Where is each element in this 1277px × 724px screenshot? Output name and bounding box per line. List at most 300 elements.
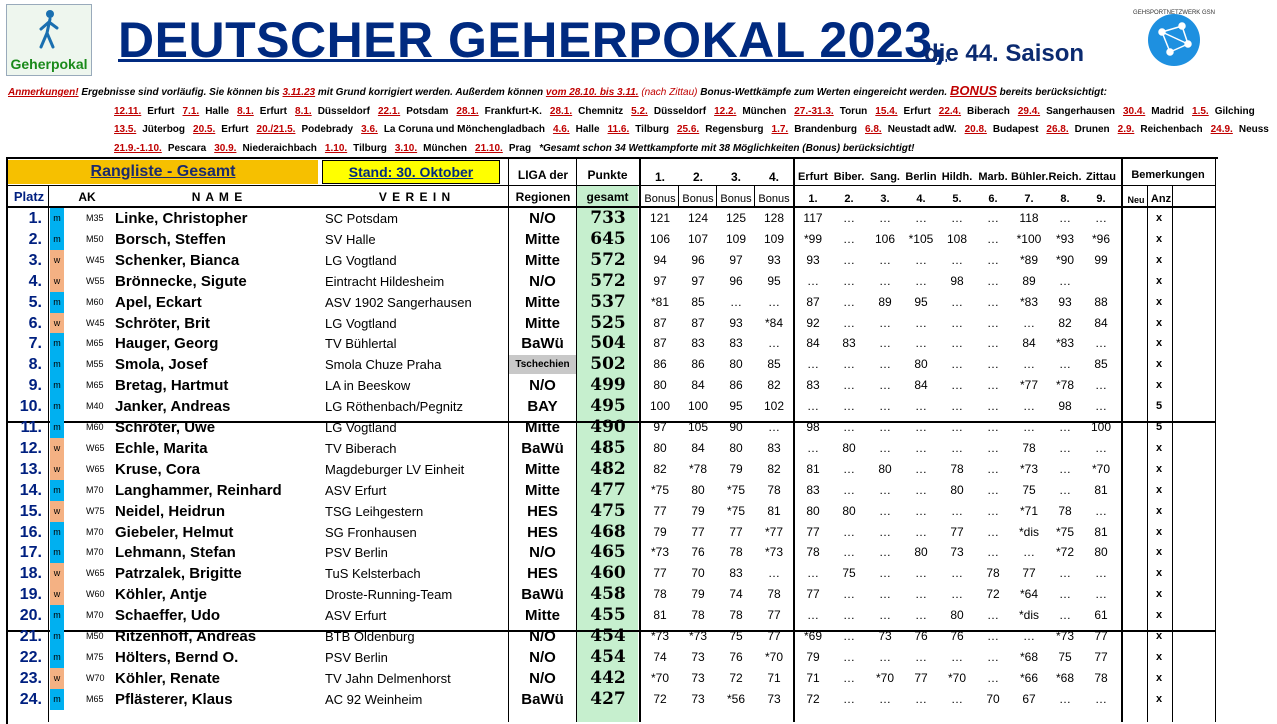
liga-region: Tschechien — [509, 355, 576, 374]
liga-region: HES — [527, 502, 558, 520]
liga-region: N/O — [529, 544, 556, 562]
athlete-name: Hauger, Georg — [115, 335, 219, 353]
bonus-score: 109 — [725, 231, 747, 246]
liga-region: Mitte — [525, 293, 560, 311]
deadline-date: 3.11.23 — [282, 87, 316, 98]
table-row — [0, 647, 1220, 668]
bonus-score: 102 — [763, 399, 785, 414]
wettkampf-score: … — [1059, 211, 1071, 225]
bonus-score: 121 — [649, 211, 671, 225]
wettkampf-score: … — [879, 420, 891, 434]
event-place: La Coruna und Mönchengladbach — [383, 124, 545, 135]
age-class: M40 — [86, 401, 104, 412]
wettkampf-col-number: 7. — [1024, 193, 1034, 205]
total-points: 465 — [590, 542, 626, 563]
athlete-name: Köhler, Renate — [115, 669, 221, 687]
bonus-events-line-1 — [8, 103, 1255, 122]
bonus-score: 80 — [653, 440, 667, 455]
wettkampf-score: … — [843, 587, 855, 602]
bonus-score: 83 — [729, 336, 743, 351]
wettkampf-col-name: Reich. — [1048, 171, 1082, 183]
verein-header: V E R E I N — [378, 190, 452, 204]
bonus-score: 125 — [725, 211, 747, 225]
total-points: 482 — [590, 458, 626, 479]
wettkampf-col-number: 1. — [808, 193, 818, 205]
bonus-score: *73 — [764, 545, 784, 560]
club-name: AC 92 Weinheim — [325, 691, 423, 707]
event-place: Reichenbach — [1140, 124, 1203, 135]
wettkampf-score: … — [915, 315, 927, 330]
total-points: 537 — [590, 291, 626, 312]
bonus-score: 80 — [729, 440, 743, 455]
bonus-score: 79 — [653, 524, 667, 539]
wettkampf-score: … — [951, 378, 963, 393]
bonus-score: 97 — [691, 273, 705, 288]
event-date: 26.8. — [1046, 124, 1069, 135]
grid-line — [754, 185, 755, 206]
bonus-score: 77 — [653, 566, 667, 581]
wettkampf-score: … — [915, 649, 927, 664]
total-points: 499 — [590, 375, 626, 396]
event-place: Düsseldorf — [317, 105, 370, 117]
event-place: Tilburg — [635, 124, 669, 135]
wettkampf-score: … — [1059, 608, 1071, 623]
count-mark: x — [1155, 316, 1163, 329]
wettkampf-score: … — [987, 252, 999, 267]
event-date: 3.10. — [394, 142, 418, 154]
season-subtitle: die 44. Saison — [924, 40, 1085, 67]
wettkampf-score: … — [843, 252, 855, 267]
wettkampf-score: 106 — [874, 231, 896, 246]
wettkampf-score: *70 — [875, 670, 895, 685]
wettkampf-score: … — [1095, 503, 1107, 518]
count-mark: x — [1155, 504, 1163, 517]
bonus-score: *77 — [764, 524, 784, 539]
wettkampf-score: … — [951, 294, 963, 309]
event-place: Tilburg — [353, 142, 387, 154]
rank: 22. — [19, 648, 42, 666]
athlete-name: Kruse, Cora — [115, 460, 201, 478]
wettkampf-score: 70 — [986, 691, 1000, 706]
bonus-score: 93 — [729, 315, 743, 330]
rangliste-label: Rangliste - Gesamt — [8, 160, 318, 184]
gesamt-header: gesamt — [586, 190, 629, 204]
table-row — [0, 522, 1220, 543]
bonus-score: 77 — [767, 608, 781, 623]
total-points: 733 — [590, 208, 626, 228]
table-row — [0, 354, 1220, 375]
wettkampf-score: … — [1095, 378, 1107, 393]
wettkampf-score: 72 — [986, 587, 1000, 602]
table-row — [0, 459, 1220, 480]
wettkampf-score: … — [987, 231, 999, 246]
wettkampf-score: *105 — [908, 231, 934, 246]
wettkampf-score: … — [951, 357, 963, 372]
wettkampf-score: 98 — [806, 420, 820, 434]
bonus-score: 71 — [767, 670, 781, 685]
age-class: W60 — [86, 589, 105, 600]
event-place: Regensburg — [705, 124, 764, 135]
wettkampf-score: … — [843, 294, 855, 309]
bonus-score: 78 — [653, 587, 667, 602]
gender-badge: m — [50, 647, 64, 668]
wettkampf-score: 84 — [806, 336, 820, 351]
wettkampf-score: … — [879, 252, 891, 267]
bonus-score: 107 — [687, 231, 709, 246]
wettkampf-score: 88 — [1094, 294, 1108, 309]
wettkampf-score: … — [879, 273, 891, 288]
wettkampf-score: … — [1059, 587, 1071, 602]
event-place: Drunen — [1074, 124, 1110, 135]
wettkampf-score: … — [987, 608, 999, 623]
club-name: Eintracht Hildesheim — [325, 273, 445, 289]
event-place: Biberach — [967, 105, 1010, 117]
wettkampf-score: … — [987, 357, 999, 372]
liga-region: Mitte — [525, 230, 560, 248]
event-date: 21.9.-1.10. — [114, 142, 162, 154]
table-row — [0, 271, 1220, 292]
bonus-score: *56 — [726, 691, 746, 706]
wettkampf-score: … — [879, 566, 891, 581]
wettkampf-score: … — [843, 315, 855, 330]
stand-label: Stand: 30. Oktober — [322, 160, 500, 184]
wettkampf-score: 80 — [1094, 545, 1108, 560]
bonus-score: 77 — [767, 629, 781, 643]
notes-text: bereits berücksichtigt: — [996, 87, 1107, 98]
table-row — [0, 313, 1220, 334]
club-name: LG Röthenbach/Pegnitz — [325, 399, 464, 415]
rank: 16. — [19, 523, 42, 541]
bonus-score: 83 — [767, 440, 781, 455]
grid-line — [678, 185, 679, 206]
bonus-col-number: 4. — [768, 170, 779, 184]
total-points: 572 — [590, 270, 626, 291]
wettkampf-score: *69 — [803, 629, 823, 643]
age-class: M70 — [86, 484, 104, 495]
wettkampf-score: … — [951, 211, 963, 225]
bonus-score: 73 — [691, 670, 705, 685]
bonus-score: 109 — [763, 231, 785, 246]
total-points: 460 — [590, 563, 626, 584]
wettkampf-score: … — [879, 336, 891, 351]
club-name: Droste-Running-Team — [325, 587, 453, 603]
wettkampf-score: 81 — [806, 461, 820, 476]
bonus-score: 100 — [687, 399, 709, 414]
bonus-score: 82 — [767, 461, 781, 476]
bonus-score: 82 — [653, 461, 667, 476]
gender-badge: m — [50, 208, 64, 229]
wettkampf-score: … — [987, 670, 999, 685]
wettkampf-score: … — [1095, 399, 1107, 414]
bonus-score: 73 — [767, 691, 781, 706]
wettkampf-score: … — [987, 211, 999, 225]
rank: 21. — [19, 628, 42, 645]
rank: 6. — [28, 314, 42, 332]
event-place: Niederaichbach — [242, 142, 317, 154]
event-place: Frankfurt-K. — [484, 105, 542, 117]
bonus-score: … — [768, 294, 780, 309]
bonus-score: 76 — [729, 649, 743, 664]
bonus-score: 96 — [691, 252, 705, 267]
event-place: Torun — [839, 105, 868, 117]
wettkampf-score: 80 — [806, 503, 820, 518]
event-place: Neustadt adW. — [887, 124, 957, 135]
wettkampf-score: … — [987, 420, 999, 434]
bonus-score: 76 — [691, 545, 705, 560]
gender-badge: m — [50, 480, 64, 501]
geherpokal-logo — [6, 4, 92, 76]
rank: 18. — [19, 565, 42, 583]
club-name: LA in Beeskow — [325, 378, 411, 394]
liga-region: N/O — [529, 272, 556, 290]
bonus-score: 97 — [653, 273, 667, 288]
bonus-score: 81 — [653, 608, 667, 623]
bonus-score: *81 — [650, 294, 670, 309]
wettkampf-score: … — [807, 399, 819, 414]
notes-text: Ergebnisse sind vorläufig. Sie können bis — [78, 87, 283, 98]
liga-region: N/O — [529, 377, 556, 395]
event-place: Jüterbog — [142, 124, 186, 135]
count-mark: x — [1155, 358, 1163, 371]
club-name: LG Vogtland — [325, 315, 397, 331]
athlete-name: Schaeffer, Udo — [115, 607, 221, 625]
wettkampf-score: … — [843, 420, 855, 434]
total-points: 468 — [590, 521, 626, 542]
wettkampf-col-number: 8. — [1060, 193, 1070, 205]
wettkampf-col-name: Berlin — [905, 171, 937, 183]
page-title: DEUTSCHER GEHERPOKAL 2023, — [118, 12, 947, 68]
wettkampf-score: … — [915, 587, 927, 602]
liga-header: LIGA der — [517, 168, 569, 182]
wettkampf-score: … — [951, 336, 963, 351]
wettkampf-score: 95 — [914, 294, 928, 309]
liga-region: N/O — [529, 669, 556, 687]
wettkampf-score: … — [879, 378, 891, 393]
athlete-name: Apel, Eckart — [115, 293, 202, 311]
table-row — [0, 417, 1220, 438]
wettkampf-score: 75 — [842, 566, 856, 581]
wettkampf-col-number: 5. — [952, 193, 962, 205]
bonus-score: 84 — [691, 378, 705, 393]
club-name: TuS Kelsterbach — [325, 566, 421, 582]
club-name: ASV 1902 Sangerhausen — [325, 294, 472, 310]
count-mark: x — [1155, 650, 1163, 663]
liga-region: BaWü — [521, 690, 564, 708]
bonus-score: *70 — [650, 670, 670, 685]
event-place: Pescara — [167, 142, 207, 154]
event-date: 20./21.5. — [256, 124, 296, 135]
wettkampf-score: 73 — [950, 545, 964, 560]
rank: 1. — [28, 210, 42, 227]
wettkampf-score: … — [843, 524, 855, 539]
total-points: 502 — [590, 354, 626, 375]
platz-header: Platz — [13, 189, 45, 204]
walker-figure-icon — [33, 9, 63, 53]
wettkampf-score: … — [987, 336, 999, 351]
age-class: M60 — [86, 296, 104, 307]
event-date: 11.6. — [607, 124, 630, 135]
wettkampf-score: … — [879, 503, 891, 518]
athlete-name: Ritzenhoff, Andreas — [115, 628, 257, 645]
liga-region: Mitte — [525, 314, 560, 332]
grid-line — [6, 185, 1216, 186]
wettkampf-score: … — [951, 399, 963, 414]
table-row — [0, 229, 1220, 250]
total-points: 455 — [590, 605, 626, 626]
wettkampf-score: 83 — [806, 378, 820, 393]
bonus-score: 95 — [767, 273, 781, 288]
club-name: SC Potsdam — [325, 211, 398, 226]
wettkampf-score: … — [879, 587, 891, 602]
table-row — [0, 584, 1220, 605]
wettkampf-score: … — [951, 420, 963, 434]
wettkampf-score: … — [1059, 440, 1071, 455]
rank: 3. — [28, 251, 42, 269]
rank: 19. — [19, 586, 42, 604]
total-points: 490 — [590, 417, 626, 437]
rank: 15. — [19, 502, 42, 520]
wettkampf-score: 80 — [950, 482, 964, 497]
wettkampf-col-name: Bühler. — [1011, 171, 1049, 183]
table-row — [0, 333, 1220, 354]
bonus-col-label: Bonus — [644, 193, 676, 205]
event-date: 27.-31.3. — [794, 105, 834, 117]
wettkampf-score: 75 — [1058, 649, 1072, 664]
total-points: 645 — [590, 228, 626, 249]
wettkampf-score: … — [1095, 566, 1107, 581]
wettkampf-score: … — [843, 608, 855, 623]
notes-tail: *Gesamt schon 34 Wettkampforte mit 38 Möglichkeiten (Bonus) berücksichtigt! — [539, 142, 915, 154]
gender-badge: w — [50, 459, 64, 480]
bonus-score: 83 — [691, 336, 705, 351]
count-mark: x — [1155, 609, 1163, 622]
wettkampf-score: … — [915, 691, 927, 706]
wettkampf-score: 78 — [806, 545, 820, 560]
bonus-score: 85 — [691, 294, 705, 309]
total-points: 442 — [590, 667, 626, 688]
age-class: W55 — [86, 275, 105, 286]
wettkampf-score: … — [1059, 461, 1071, 476]
wettkampf-score: 84 — [914, 378, 928, 393]
athlete-name: Schenker, Bianca — [115, 251, 240, 269]
bonus-score: 81 — [767, 503, 781, 518]
liga-region: BAY — [527, 398, 558, 416]
wettkampf-score: 78 — [1094, 670, 1108, 685]
bonus-score: 80 — [691, 482, 705, 497]
wettkampf-score: 76 — [950, 629, 964, 643]
event-place: München — [742, 105, 787, 117]
table-row — [0, 292, 1220, 313]
event-date: 5.2. — [631, 105, 648, 117]
wettkampf-score: 67 — [1022, 691, 1036, 706]
bonus-col-label: Bonus — [720, 193, 752, 205]
event-place: Erfurt — [221, 124, 249, 135]
event-date: 30.9. — [214, 142, 237, 154]
wettkampf-score: 72 — [806, 691, 820, 706]
wettkampf-score: … — [987, 440, 999, 455]
bonus-score: 78 — [767, 482, 781, 497]
bonus-score: … — [768, 336, 780, 351]
wettkampf-score: … — [807, 357, 819, 372]
wettkampf-score: 85 — [1094, 357, 1108, 372]
wettkampf-score: *72 — [1055, 545, 1075, 560]
wettkampf-score: … — [879, 482, 891, 497]
age-class: M50 — [86, 233, 104, 244]
event-date: 3.6. — [361, 124, 378, 135]
bonus-score: *78 — [688, 461, 708, 476]
total-points: 427 — [590, 688, 626, 709]
wettkampf-score: 117 — [803, 211, 823, 225]
athlete-name: Langhammer, Reinhard — [115, 481, 282, 499]
club-name: PSV Berlin — [325, 545, 388, 561]
event-date: 6.8. — [865, 124, 882, 135]
liga-region: BaWü — [521, 586, 564, 604]
athlete-name: Brönnecke, Sigute — [115, 272, 247, 290]
wettkampf-score: 80 — [914, 545, 928, 560]
gender-badge: m — [50, 354, 64, 375]
bonus-score: 100 — [649, 399, 671, 414]
wettkampf-score: … — [987, 273, 999, 288]
wettkampf-score: … — [951, 315, 963, 330]
age-class: W65 — [86, 442, 105, 453]
age-class: M50 — [86, 631, 104, 641]
table-row — [0, 542, 1220, 563]
wettkampf-score: 61 — [1094, 608, 1108, 623]
wettkampf-score: … — [987, 524, 999, 539]
wettkampf-score: … — [987, 545, 999, 560]
gender-badge: m — [50, 689, 64, 710]
wettkampf-score: 82 — [1058, 315, 1072, 330]
bonus-score: 80 — [653, 378, 667, 393]
wettkampf-score: … — [1095, 587, 1107, 602]
wettkampf-score: *77 — [1019, 378, 1039, 393]
bonus-score: … — [768, 420, 780, 434]
rank: 20. — [19, 607, 42, 625]
wettkampf-score: *dis — [1018, 524, 1039, 539]
athlete-name: Bretag, Hartmut — [115, 377, 229, 395]
wettkampf-score: … — [951, 649, 963, 664]
wettkampf-score: … — [843, 649, 855, 664]
count-mark: x — [1155, 441, 1163, 454]
wettkampf-score: … — [879, 608, 891, 623]
wettkampf-score: … — [987, 649, 999, 664]
wettkampf-score: *96 — [1091, 231, 1111, 246]
bonus-score: 72 — [729, 670, 743, 685]
neu-header: Neu — [1127, 195, 1145, 205]
club-name: BTB Oldenburg — [325, 629, 415, 644]
rank: 2. — [28, 230, 42, 248]
wettkampf-score: … — [915, 399, 927, 414]
event-place: Brandenburg — [794, 124, 857, 135]
count-mark: 5 — [1155, 400, 1163, 413]
club-name: TV Jahn Delmenhorst — [325, 670, 451, 686]
club-name: ASV Erfurt — [325, 482, 387, 498]
athlete-name: Pflästerer, Klaus — [115, 690, 233, 708]
bonus-col-number: 3. — [730, 170, 741, 184]
event-date: 29.4. — [1017, 105, 1041, 117]
club-name: ASV Erfurt — [325, 608, 387, 624]
wettkampf-score: *68 — [1019, 649, 1039, 664]
notes-paren: (nach Zittau) — [638, 87, 701, 98]
wettkampf-score: 92 — [806, 315, 820, 330]
event-date: 12.2. — [714, 105, 737, 117]
count-mark: x — [1155, 525, 1163, 538]
rank: 23. — [19, 669, 42, 687]
notes-text: Bonus-Wettkämpfe zum Werten eingereicht werden. — [700, 87, 950, 98]
rank: 4. — [28, 272, 42, 290]
wettkampf-score: 118 — [1019, 211, 1039, 225]
wettkampf-score: 78 — [986, 566, 1000, 581]
